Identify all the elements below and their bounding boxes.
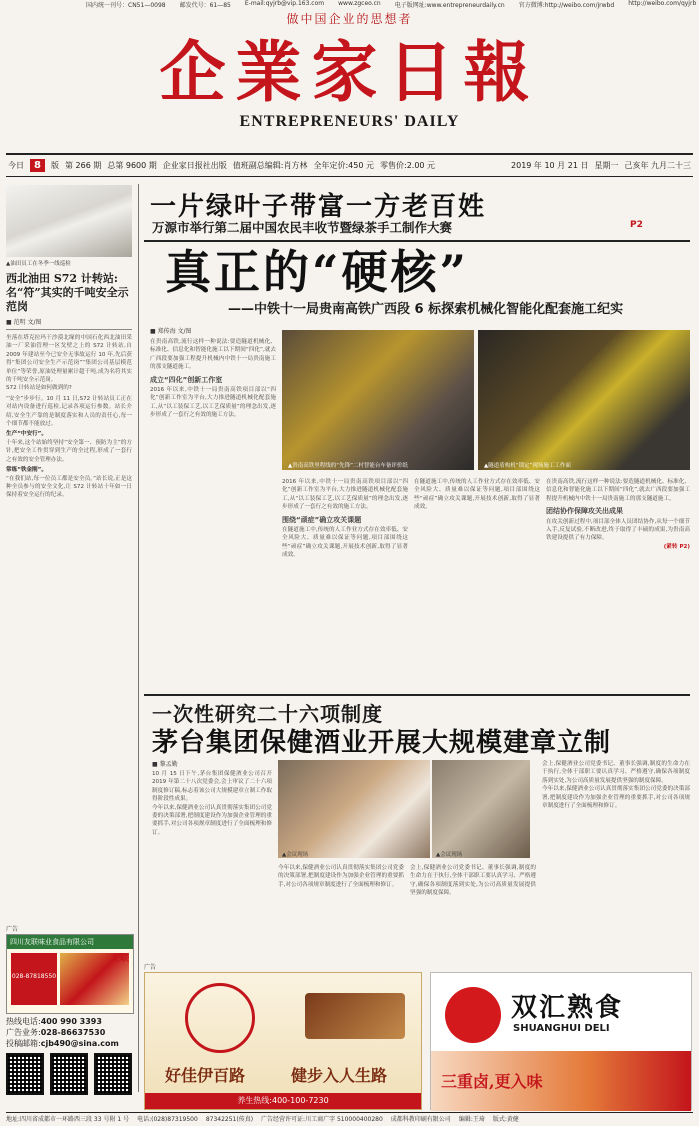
price-year: 全年定价:450 元 xyxy=(313,160,374,170)
story2-paragraph: 在贵南高铁,流行这样一种说法:要造隧道机械化、标准化、信息化和智能化施工以下期间“四化”,就去广西段要加强工程提升机械内中铁十一局贵南施工的那支隧道施工。 xyxy=(546,479,690,502)
story3-paragraph: 今年以来,保健酒业公司认真贯彻落实集团公司党委的决策部署,把制度建设作为加强企业管理的重要抓手,对公司各项规章制度进行了全面梳理和修订。 xyxy=(542,786,690,810)
slogan: 做中国企业的思想者 xyxy=(286,12,413,26)
contact-block xyxy=(6,1016,132,1095)
page-count-badge: 8 xyxy=(30,159,45,172)
left-body xyxy=(6,334,132,500)
lunar-date: 己亥年 九月二十三 xyxy=(624,160,691,170)
photo-caption: ▲贵南高铁里程线的“先锋”二村智能台车备评价纸 xyxy=(288,463,408,469)
story2-col3 xyxy=(414,478,540,512)
left-subhead: 常练“铁金刚”。 xyxy=(6,467,47,474)
story2-paragraph: 2016 年以来,中铁十一局贵南高铁项目部以“四化”创新工作室为平台,大力推进隧道机械化配套施工,从“以工装保工艺,以工艺保质量”的理念出发,逐步形成了一套行之有效的施工方法。 xyxy=(282,479,408,511)
left-paragraph: 坐落在塔克拉玛干沙漠北缘的中国石化西北油田采油一厂采油管理一区戈壁之上的 S72 计转站,自 2009 年建站至今已安全无事故运行 10 年,先后获得“集团公司安全生产示范岗”“集团公司基层模范单位”等荣誉,原油处理量累计超千吨,成为名符其实的千吨安全示范岗。 xyxy=(6,335,132,384)
food-ad xyxy=(6,934,134,1014)
story3-col3 xyxy=(410,864,536,898)
strip-item: www.zgceo.cn xyxy=(338,0,381,7)
meeting-photo xyxy=(278,760,430,858)
top-info-strip xyxy=(0,0,699,8)
duty-editor: 值班副总编辑:肖方林 xyxy=(232,160,308,170)
footer-phone: 电话:(028)87319500 xyxy=(137,1116,198,1123)
story3-col4 xyxy=(542,760,690,810)
ad-phone: 028-87818550 xyxy=(11,953,57,1005)
story1-headline: 一片绿叶子带富一方老百姓 xyxy=(150,192,487,222)
photo-caption: ▲会议现场 xyxy=(436,852,463,858)
qr-code[interactable] xyxy=(6,1053,44,1095)
health-ad xyxy=(144,972,422,1110)
left-paragraph: S72 计转站是如何做到的? xyxy=(6,385,72,392)
ad-phone-label: 广告业务: xyxy=(6,1028,41,1037)
footer-editor: 编辑:王琦 xyxy=(458,1116,485,1123)
photo-caption: ▲油田员工在冬季一线巡检 xyxy=(6,261,71,267)
footer-license: 广告经营许可证:川工商广字 510000400280 xyxy=(261,1116,383,1123)
ad-slogan: 健步入人生路 xyxy=(291,1066,388,1085)
story1-subhead: 万源市举行第二届中国农民丰收节暨绿茶手工制作大赛 xyxy=(152,220,453,235)
story2-continued[interactable]: (紧转 P2) xyxy=(663,543,690,550)
strip-item: E-mail:qyjrb@vip.163.com xyxy=(244,0,325,7)
footer-printer: 成都科教印刷有限公司 xyxy=(390,1116,451,1123)
left-paragraph: “在我们站,每一位员工都是安全员。”站长说,正是这种全员参与的安全文化,让 S72 计转站十年如一日保持着安全运行的纪录。 xyxy=(6,475,132,499)
product-photo xyxy=(305,993,405,1039)
info-bar xyxy=(8,156,691,174)
brand-seal-icon xyxy=(185,983,255,1053)
left-column xyxy=(6,185,132,500)
ad-brand: 友联 xyxy=(110,954,129,964)
story2-headline: 真正的“硬核” xyxy=(165,245,469,299)
strip-item: 邮发代号：61—85 xyxy=(179,2,231,9)
left-paragraph: “安全”步步行。10 月 11 日,S72 计转站员工正在对站内设备进行巡检,记录各项运行参数。站长介绍,安全生产靠的是制度落实和人员的责任心,每一个细节都不能放过。 xyxy=(6,395,132,428)
today-label: 今日 xyxy=(8,160,24,170)
email-label: 投稿邮箱: xyxy=(6,1039,41,1048)
left-byline: ■ 范明 文/图 xyxy=(6,319,42,326)
snow-oilfield-photo xyxy=(6,185,132,257)
qr-code[interactable] xyxy=(50,1053,88,1095)
english-title: ENTREPRENEURS' DAILY xyxy=(239,113,460,130)
left-paragraph: 十年来,这个站始终坚持“安全第一、预防为主”的方针,把安全工作贯穿到生产的全过程,形成了一套行之有效的安全管理办法。 xyxy=(6,439,132,463)
tunnel-drill-photo xyxy=(478,330,690,470)
pig-logo-icon xyxy=(445,987,501,1043)
weekday: 星期一 xyxy=(594,160,619,170)
story2-subhead-a: 成立“四化”创新工作室 xyxy=(150,375,223,384)
story3-paragraph: 10 月 15 日下午,茅台集团保健酒业公司召开 2019 年第二十八次党委会,会上审议了二十六项制度修订稿,标志着该公司大规模建章立制工作取得阶段性成果。 xyxy=(152,771,272,803)
story3-byline: ■ 黎孟勤 xyxy=(152,761,178,768)
story3-paragraph: 今年以来,保健酒业公司认真贯彻落实集团公司党委的决策部署,把制度建设作为加强企业管理的重要抓手,对公司各项规章制度进行了全面梳理和修订。 xyxy=(278,865,404,888)
footer-fax: 87342251(传真) xyxy=(205,1116,254,1123)
story2-paragraph: 在攻关创新过程中,项目部全体人员团结协作,从每一个细节入手,反复试验,不断改进,终于取得了丰硕的成果,为贵南高铁建设提供了有力保障。 xyxy=(546,518,690,542)
story2-col1 xyxy=(150,338,276,420)
deli-ad xyxy=(430,972,692,1110)
story3-headline: 茅台集团保健酒业开展大规模建章立制 xyxy=(152,728,612,758)
email: cjb490@sina.com xyxy=(40,1039,119,1048)
tunnel-machine-photo xyxy=(282,330,474,470)
version-label: 版 xyxy=(50,160,59,170)
strip-item: 电子版网址:www.entrepreneurdaily.cn xyxy=(394,2,505,9)
story2-paragraph: 在贵南高铁,流行这样一种说法:要造隧道机械化、标准化、信息化和智能化施工以下期间“四化”,就去广西段要加强工程提升机械内中铁十一局贵南施工的那支隧道施工。 xyxy=(150,339,276,371)
story2-byline: ■ 郑传海 文/图 xyxy=(150,328,192,335)
issue-number: 第 266 期 xyxy=(64,160,102,170)
footer xyxy=(6,1114,693,1123)
hotline-label: 热线电话: xyxy=(6,1017,41,1026)
issue-date: 2019 年 10 月 21 日 xyxy=(511,160,589,170)
photo-caption: ▲会议现场 xyxy=(282,852,309,858)
story3-paragraph: 会上,保健酒业公司党委书记、董事长强调,制度的生命力在于执行,全体干部职工要认真学习、严格遵守,确保各项制度落到实处,为公司高质量发展提供坚强的制度保障。 xyxy=(410,865,536,897)
story2-paragraph: 在隧道施工中,传统的人工作业方式存在效率低、安全风险大、质量难以保证等问题,项目部围绕这些“顽症”确立攻关课题,开展技术创新,取得了显著成效。 xyxy=(282,527,408,559)
story3-col2 xyxy=(278,864,404,889)
ad-slogan: 好佳伊百路 xyxy=(165,1066,246,1085)
price-single: 零售价:2.00 元 xyxy=(380,160,436,170)
strip-item: 国内统一刊号：CN51—0098 xyxy=(86,2,166,9)
story2-subhead-b: 围绕“顽症”确立攻关课题 xyxy=(282,515,362,524)
meeting-photo xyxy=(432,760,530,858)
left-subhead: 生产“中安行”。 xyxy=(6,431,47,438)
photo-caption: ▲隧道盾构机“锁定”现场施工工作面 xyxy=(484,463,571,469)
story2-paragraph: 2016 年以来,中铁十一局贵南高铁项目部以“四化”创新工作室为平台,大力推进隧道机械化配套施工,从“以工装保工艺,以工艺保质量”的理念出发,逐步形成了一套行之有效的施工方法。 xyxy=(150,387,276,419)
left-headline: 西北油田 S72 计转站:名“符”其实的千吨安全示范岗 xyxy=(6,272,129,313)
qr-code[interactable] xyxy=(94,1053,132,1095)
footer-proof: 版式:黄健 xyxy=(492,1116,519,1123)
deli-brand-cn: 双汇熟食 xyxy=(511,993,624,1023)
ad-company: 四川友联味业食品有限公司 xyxy=(7,935,133,949)
story2-subhead: ——中铁十一局贵南高铁广西段 6 标探索机械化智能化配套施工纪实 xyxy=(228,302,624,317)
story3-col1 xyxy=(152,770,272,837)
story2-subhead-c: 团结协作保障攻关出成果 xyxy=(546,507,623,516)
story2-col4 xyxy=(546,478,690,551)
story3-paragraph: 会上,保健酒业公司党委书记、董事长强调,制度的生命力在于执行,全体干部职工要认真学习、严格遵守,确保各项制度落到实处,为公司高质量发展提供坚强的制度保障。 xyxy=(542,761,690,784)
publisher: 企业家日报社出版 xyxy=(162,160,227,170)
story2-col2 xyxy=(282,478,408,560)
deli-brand-en: SHUANGHUI DELI xyxy=(513,1023,610,1034)
strip-item: 官方微博:http://weibo.com/jrwbd xyxy=(518,2,615,9)
story2-paragraph: 在隧道施工中,传统的人工作业方式存在效率低、安全风险大、质量难以保证等问题,项目部围绕这些“顽症”确立攻关课题,开展技术创新,取得了显著成效。 xyxy=(414,479,540,511)
ad-hotline: 养生热线:400-100-7230 xyxy=(145,1093,421,1109)
deli-slogan: 三重卤,更入味 xyxy=(441,1072,543,1091)
footer-address: 地址:四川省成都市一环路西三段 33 号附 1 号 xyxy=(6,1116,130,1123)
masthead-logo: 企業家日報 xyxy=(159,33,540,111)
ad-phone-number: 028-86637530 xyxy=(40,1028,106,1037)
story3-kicker: 一次性研究二十六项制度 xyxy=(152,702,383,726)
strip-item: http://weibo.com/qyjrb xyxy=(628,0,697,7)
total-issue: 总第 9600 期 xyxy=(107,160,157,170)
story3-paragraph: 今年以来,保健酒业公司认真贯彻落实集团公司党委的决策部署,把制度建设作为加强企业管理的重要抓手,对公司各项规章制度进行了全面梳理和修订。 xyxy=(152,804,272,836)
hotline: 400 990 3393 xyxy=(40,1017,102,1026)
story1-page-ref[interactable]: P2 xyxy=(630,220,643,230)
ad-label: 广告 xyxy=(144,964,157,971)
ad-label: 广告 xyxy=(6,926,19,933)
